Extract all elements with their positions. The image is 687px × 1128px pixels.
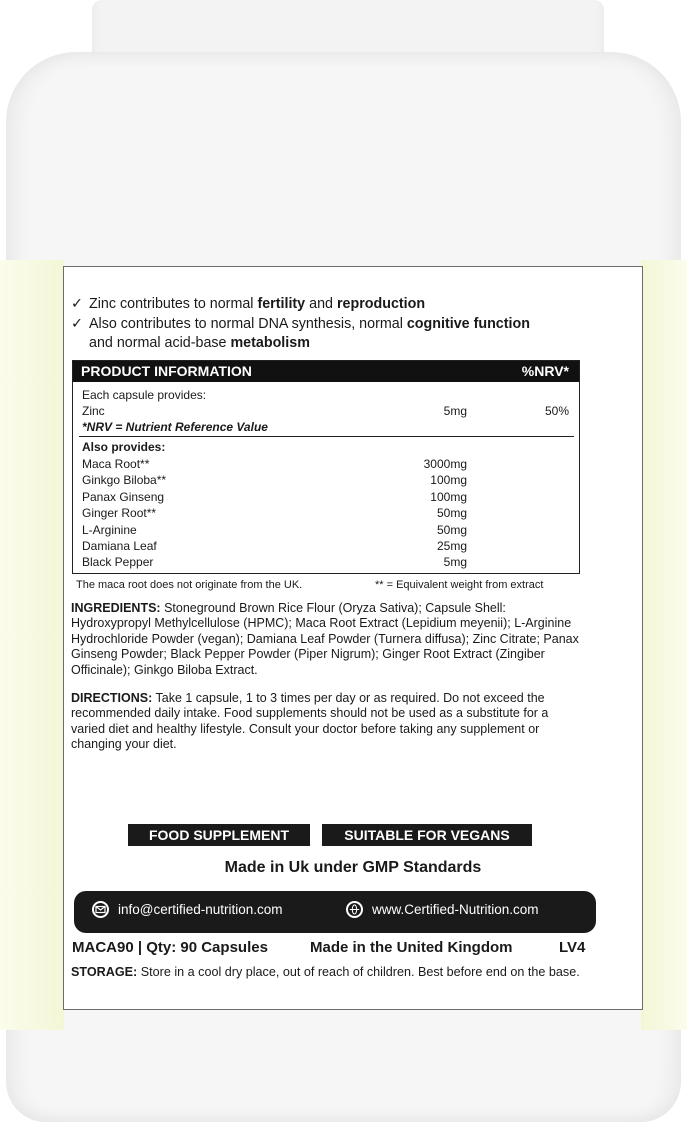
- globe-icon: [346, 901, 363, 918]
- nrv-note: *NRV = Nutrient Reference Value: [82, 420, 268, 434]
- product-label: [63, 266, 643, 1010]
- contact-bar: [74, 891, 596, 933]
- each-capsule-label: Each capsule provides:: [82, 388, 207, 402]
- claim-item: ✓ Zinc contributes to normal fertility and reproduction: [71, 295, 641, 315]
- ingredient-amount: 25mg: [436, 539, 467, 553]
- label-wrap-right: [641, 260, 687, 1030]
- ingredient-amount: 100mg: [430, 473, 467, 487]
- food-supplement-badge: FOOD SUPPLEMENT: [128, 824, 310, 846]
- claim-item: ✓ Also contributes to normal DNA synthesis, normal cognitive function and normal acid-base metabolism: [71, 315, 530, 351]
- product-line: MACA90 | Qty: 90 Capsules Made in the United Kingdom LV4: [72, 939, 586, 956]
- ingredients-section: INGREDIENTS: Stoneground Brown Rice Flour (Oryza Sativa); Capsule Shell: Hydroxypropyl Methylcellulose (HPMC); Maca Root Extract (Lepidium meyenii); L-Arginine Hydrochloride Powder (vegan); Damiana Leaf Powder (Turnera diffusa); Zinc Citrate; Panax Ginseng Powder; Black Pepper Powder (Piper Nigrum); Ginger Root Extract (Zingiber Officinale); Ginkgo Biloba Extract.: [71, 601, 579, 677]
- ingredient-name: Panax Ginseng: [82, 490, 165, 504]
- divider: [79, 436, 574, 437]
- zinc-amount: 5mg: [443, 404, 467, 418]
- product-information-table: [72, 360, 580, 574]
- email-contact[interactable]: info@certified-nutrition.com: [92, 902, 283, 919]
- checkmark-icon: ✓: [71, 315, 83, 332]
- ingredient-amount: 50mg: [436, 523, 467, 537]
- extract-note: ** = Equivalent weight from extract: [375, 579, 544, 591]
- storage-section: STORAGE: Store in a cool dry place, out of reach of children. Best before end on the base.: [71, 965, 580, 979]
- website-contact[interactable]: www.Certified-Nutrition.com: [346, 902, 539, 919]
- ingredient-name: Ginger Root**: [82, 506, 157, 520]
- ingredient-name: Maca Root**: [82, 457, 150, 471]
- zinc-name: Zinc: [82, 404, 105, 418]
- ingredient-name: L-Arginine: [82, 523, 137, 537]
- maca-origin-note: The maca root does not originate from the UK.: [76, 579, 303, 591]
- table-header: PRODUCT INFORMATION %NRV*: [73, 361, 579, 382]
- gmp-statement: Made in Uk under GMP Standards: [224, 859, 482, 876]
- directions-section: DIRECTIONS: Take 1 capsule, 1 to 3 times per day or as required. Do not exceed the recommended daily intake. Food supplements should not be used as a substitute for a varied diet and healthy lifestyle. Consult your doctor before taking any supplement or changing your diet.: [71, 691, 549, 752]
- also-provides-label: Also provides:: [82, 440, 166, 454]
- ingredient-amount: 3000mg: [423, 457, 467, 471]
- vegan-badge: SUITABLE FOR VEGANS: [322, 824, 532, 846]
- ingredient-name: Ginkgo Biloba**: [82, 473, 167, 487]
- envelope-icon: [92, 901, 109, 918]
- zinc-nrv: 50%: [544, 404, 569, 418]
- ingredient-amount: 5mg: [443, 555, 467, 569]
- checkmark-icon: ✓: [71, 296, 83, 312]
- ingredient-amount: 100mg: [430, 490, 467, 504]
- ingredient-amount: 50mg: [436, 506, 467, 520]
- ingredient-name: Damiana Leaf: [82, 539, 157, 553]
- label-wrap-left: [0, 260, 64, 1030]
- ingredient-name: Black Pepper: [82, 555, 154, 569]
- claims-list: [71, 295, 641, 354]
